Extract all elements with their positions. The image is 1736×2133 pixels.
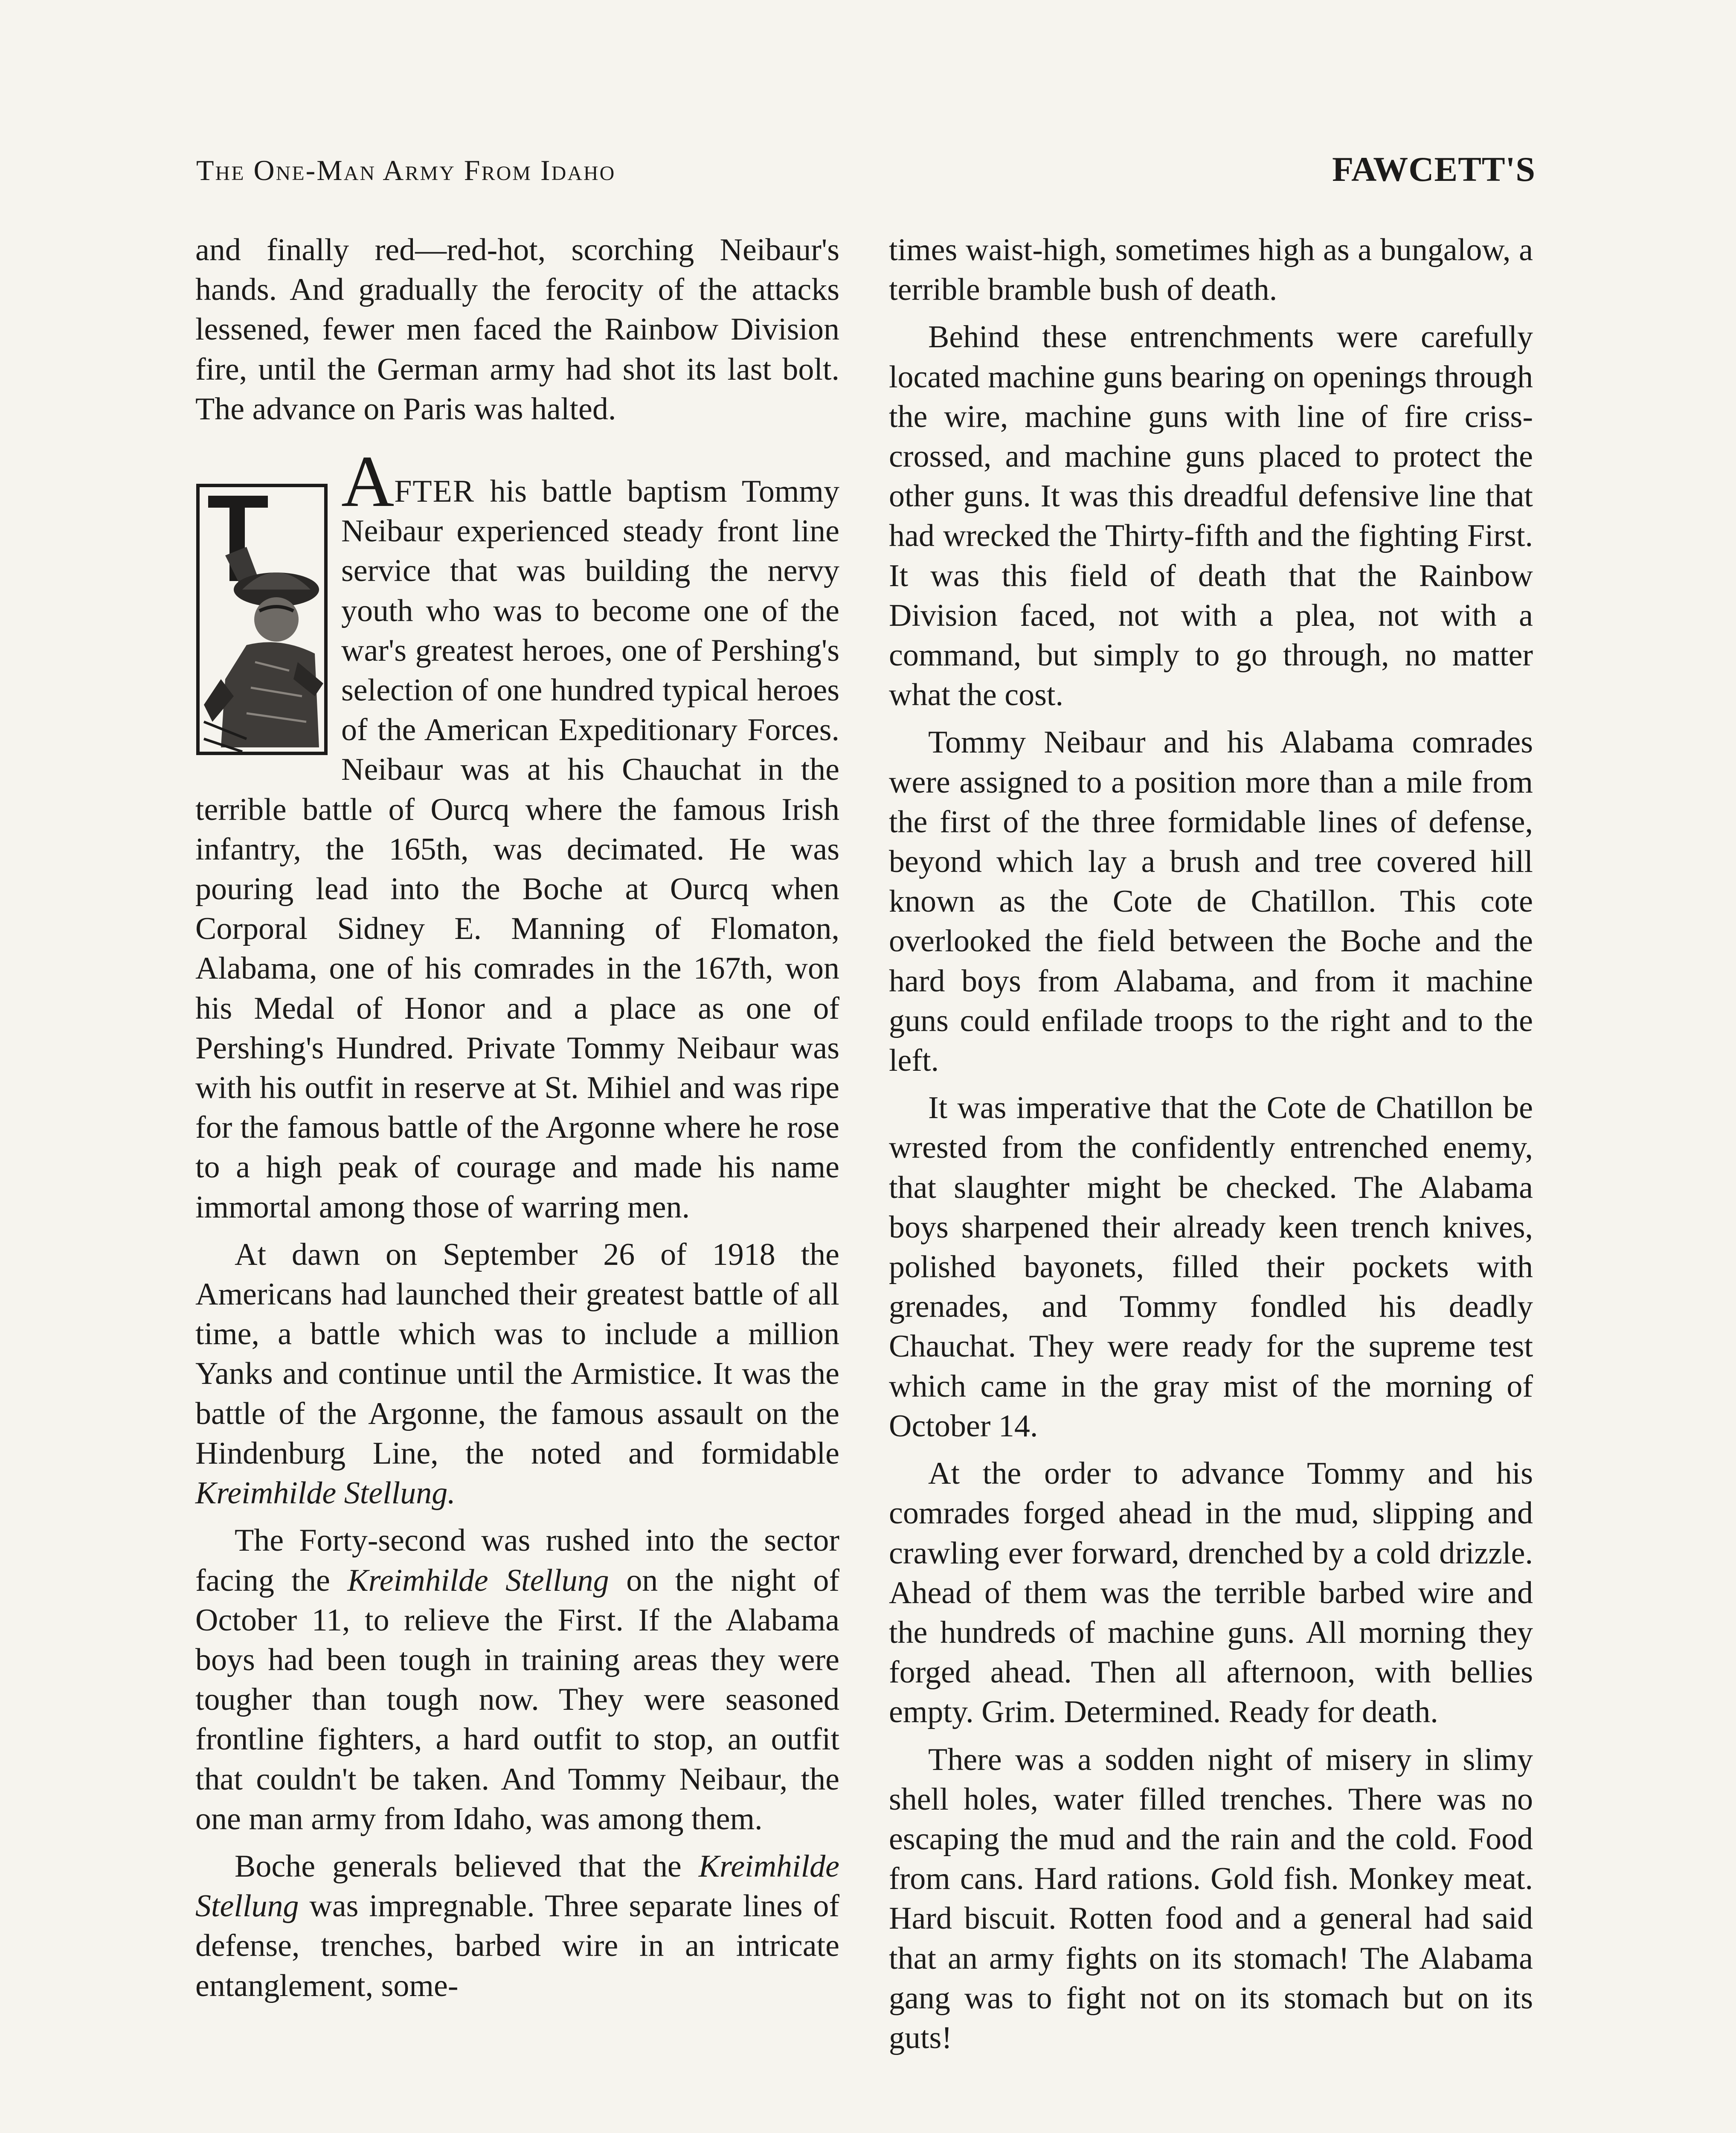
paragraph: Behind these entrenchments were carefully located machine guns bearing on openings through the wire, machine guns with line of fire criss-crossed, and machine guns placed to protect the other guns. It was this dreadful defensive line that had wrecked the Thirty-fifth and the fighting First. It was this field of death that the Rainbow Division faced, not with a plea, not with a command, but simply to go through, no matter what the cost. — [889, 320, 1533, 713]
soldier-with-helmet-woodcut-icon — [195, 483, 328, 756]
dropcap-illustration — [195, 483, 328, 756]
paragraph: At the order to advance Tommy and his comrades forged ahead in the mud, slipping and crawling ever forward, drenched by a cold drizzle. Ahead of them was the terrible barbed wire and the hundreds of machine guns. All morning they forged ahead. Then all afternoon, with bellies empty. Grim. Determined. Ready for death. — [889, 1456, 1533, 1730]
paragraph-text: Boche generals believed that the — [235, 1848, 699, 1884]
paragraph: Tommy Neibaur and his Alabama comrades were assigned to a position more than a mile from the first of the three formidable lines of defense, beyond which lay a brush and tree covered hill known as the Cote de Chatillon. This cote overlooked the field between the Boche and the hard boys from Alabama, and from it machine guns could enfilade troops to the right and to the left. — [889, 725, 1533, 1078]
paragraph-text: The Forty-second was rushed into the sector facing the — [195, 1523, 839, 1598]
paragraph-dropcap — [195, 441, 839, 1227]
paragraph: times waist-high, sometimes high as a bungalow, a terrible bramble bush of death. — [889, 232, 1533, 308]
running-title: The One-Man Army From Idaho — [196, 154, 616, 186]
italic-term: Kreimhilde Stellung — [195, 1848, 839, 1924]
paragraph — [195, 1235, 839, 1513]
paragraph-text: on the night of October 11, to relieve the First. If the Alabama boys had been tough in training areas they were tougher than tough now. They were seasoned frontline fighters, a hard outfit to stop, an outfit that couldn't be taken. And Tommy Neibaur, the one man army from Idaho, was among them. — [195, 1563, 840, 1837]
paragraph-text: was impregnable. Three separate lines of defense, trenches, barbed wire in an intricate entanglement, some- — [195, 1889, 839, 2003]
paragraph: It was imperative that the Cote de Chatillon be wrested from the confidently entrenched enemy, that slaughter might be checked. The Alabama boys sharpened their already keen trench knives, polished bayonets, filled their pockets with grenades, and Tommy fondled his deadly Chauchat. They were ready for the supreme test which came in the gray mist of the morning of October 14. — [889, 1090, 1533, 1444]
paragraph — [195, 1521, 839, 1839]
left-column — [195, 230, 839, 2133]
right-column — [889, 230, 1533, 2133]
italic-term: Kreimhilde Stellung — [347, 1563, 609, 1598]
dropcap-letter: A — [341, 441, 395, 523]
paragraph-text: his battle baptism Tommy Neibaur experienced steady front line service that was building the nervy youth who was to become one of the war's greatest heroes, one of Pershing's selection of one hundred typical heroes of the American Expeditionary Forces. Neibaur was at his Chauchat in the terrible battle of Ourcq where the famous Irish infantry, the 165th, was decimated. He was pouring lead into the Boche at Ourcq when Corporal Sidney E. Manning of Flomaton, Alabama, one of his comrades in the 167th, won his Medal of Honor and a place as one of Pershing's Hundred. Private Tommy Neibaur was with his outfit in reserve at St. Mihiel and was ripe for the famous battle of the Argonne where he rose to a high peak of courage and made his name immortal among those of warring men. — [195, 474, 839, 1225]
paragraph: and finally red—red-hot, scorching Neibaur's hands. And gradually the ferocity of the attacks lessened, fewer men faced the Rainbow Division fire, until the German army had shot its last bolt. The advance on Paris was halted. — [195, 232, 839, 427]
magazine-name: FAWCETT'S — [1332, 150, 1536, 189]
italic-term: Kreimhilde Stellung. — [195, 1476, 456, 1511]
paragraph: There was a sodden night of misery in slimy shell holes, water filled trenches. There was no escaping the mud and the rain and the cold. Food from cans. Hard rations. Gold fish. Monkey meat. Hard biscuit. Rotten food and a general had said that an army fights on its stomach! The Alabama gang was to fight not on its stomach but on its guts! — [889, 1742, 1533, 2055]
lead-caps: FTER — [394, 474, 475, 509]
paragraph-text: At dawn on September 26 of 1918 the Americans had launched their greatest battle of all time, a battle which was to include a million Yanks and continue until the Armistice. It was the battle of the Argonne, the famous assault on the Hindenburg Line, the noted and formidable — [195, 1237, 839, 1471]
paragraph — [195, 1847, 839, 2006]
